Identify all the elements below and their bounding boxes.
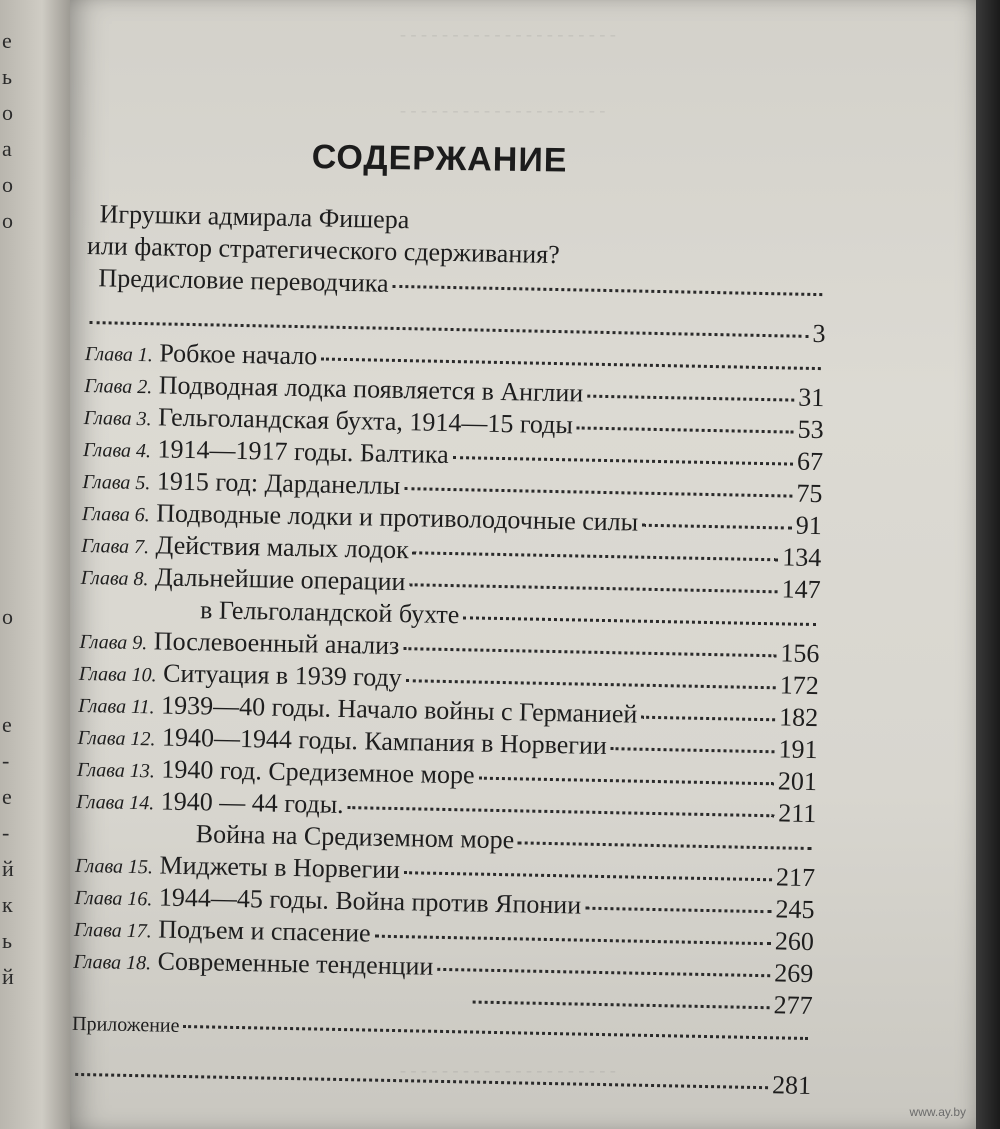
book-right-edge [976, 0, 1000, 1129]
left-page-glyph: о [2, 604, 13, 629]
leader-dots [375, 935, 771, 946]
chapter-number: Глава 8. [80, 566, 149, 591]
chapter-title: Подъем и спасение [158, 914, 371, 948]
chapter-title: Современные тенденции [157, 946, 434, 981]
chapter-number: Глава 2. [84, 374, 153, 399]
page-number: 245 [775, 894, 815, 925]
page-number: 147 [781, 574, 821, 605]
left-page-glyph: й [2, 964, 14, 989]
chapter-number: Глава 13. [76, 758, 156, 783]
page-number: 217 [775, 862, 816, 893]
chapter-title: 1940—1944 годы. Кампания в Норвегии [161, 722, 608, 761]
leader-dots [585, 907, 771, 914]
left-page-glyph: - [2, 820, 10, 845]
leader-dots [453, 456, 793, 466]
left-page-glyph: к [2, 892, 13, 917]
leader-dots [437, 968, 770, 977]
chapter-title: 1939—40 годы. Начало войны с Германией [160, 690, 638, 729]
page-number: 191 [778, 734, 818, 765]
chapter-number: Глава 15. [74, 854, 154, 879]
book-page: - - - - - - - - - - - - - - - - - - - - - - - - - - - - - - - - - - - - - - - - - - - - - - - - - - - - - - - - - - - - - - [70, 0, 976, 1129]
leader-dots [348, 806, 775, 817]
chapter-number: Глава 10. [78, 662, 157, 687]
left-page-glyph: о [2, 100, 13, 125]
chapter-title: Гельголандская бухта, 1914—15 годы [157, 402, 574, 440]
chapter-title: 1944—45 годы. Война против Японии [158, 882, 582, 920]
watermark: www.ay.by [909, 1105, 966, 1119]
leader-dots [403, 647, 776, 657]
chapter-number: Глава 4. [82, 438, 152, 463]
leader-dots [409, 583, 777, 593]
chapter-title: 1914—1917 годы. Балтика [157, 434, 449, 469]
leader-dots [463, 616, 816, 626]
left-page-glyph: е [2, 712, 12, 737]
leader-dots [473, 1001, 770, 1010]
page-number: 53 [797, 414, 824, 445]
page-number: 277 [773, 990, 813, 1021]
chapter-title: Послевоенный анализ [153, 626, 400, 661]
chapter-title: Действия малых лодок [155, 530, 410, 565]
chapter-number: Глава 18. [73, 950, 152, 975]
page-number: 3 [812, 318, 826, 349]
chapter-title: Миджеты в Норвегии [159, 850, 401, 885]
chapter-title: Война на Средиземном море [195, 819, 515, 855]
chapter-number: Глава 1. [84, 342, 154, 367]
left-page-glyph: а [2, 136, 12, 161]
page-number: 172 [779, 670, 820, 701]
left-page-glyph: о [2, 172, 13, 197]
leader-dots [183, 1025, 808, 1040]
preface-title-part-1: Игрушки адмирала Фишера [99, 199, 410, 235]
chapter-number: Глава 16. [74, 886, 153, 911]
table-of-contents [71, 198, 828, 1102]
leader-dots [90, 321, 809, 338]
leader-dots [406, 679, 776, 689]
chapter-title: 1940 год. Средиземное море [161, 754, 475, 790]
page-number: 67 [796, 446, 824, 477]
page-number: 156 [780, 638, 820, 669]
preface-title-part-2: или фактор стратегического сдерживания? [86, 230, 560, 270]
leader-dots [404, 871, 772, 881]
chapter-number: Глава 9. [79, 630, 148, 655]
chapter-title: в Гельголандской бухте [199, 595, 460, 630]
page-number: 211 [777, 798, 817, 829]
page-number: 75 [796, 478, 823, 509]
page-number: 281 [771, 1070, 812, 1101]
page-title: СОДЕРЖАНИЕ [311, 138, 568, 180]
chapter-title: 1940 — 44 годы. [160, 786, 344, 820]
chapter-title: Ситуация в 1939 году [162, 658, 403, 693]
chapter-number: Глава 7. [81, 534, 150, 559]
leader-dots [641, 716, 775, 722]
leader-dots [413, 551, 779, 561]
chapter-number: Глава 17. [73, 918, 152, 943]
chapter-number: Глава 14. [76, 790, 155, 815]
preface-label: Предисловие переводчика [98, 263, 389, 298]
leader-dots [75, 1073, 768, 1089]
page-number: 182 [778, 702, 819, 733]
chapter-title: 1915 год: Дарданеллы [156, 466, 401, 501]
leader-dots [611, 747, 775, 753]
chapter-number: Глава 3. [83, 406, 152, 431]
leader-dots [478, 777, 773, 786]
page-number: 269 [773, 958, 814, 989]
leader-dots [642, 524, 792, 530]
chapter-number: Глава 6. [81, 502, 150, 527]
page-number: 134 [781, 542, 822, 573]
chapter-title: Робкое начало [159, 338, 318, 371]
left-page-glyph: о [2, 208, 13, 233]
left-page-glyph: е [2, 784, 12, 809]
page-number: 91 [795, 510, 823, 541]
chapter-number: Глава 12. [77, 726, 156, 751]
chapter-number: Глава 5. [82, 470, 151, 495]
left-page-edge [0, 0, 70, 1129]
leader-dots [587, 395, 794, 402]
chapter-number: Глава 11. [78, 694, 155, 719]
left-page-glyph: ь [2, 928, 13, 953]
leader-dots [393, 285, 823, 296]
page-number: 260 [774, 926, 815, 957]
leader-dots [518, 841, 812, 850]
page-number: 201 [777, 766, 818, 797]
chapter-title: Дальнейшие операции [154, 562, 406, 597]
left-page-glyph: е [2, 28, 12, 53]
left-page-glyph: - [2, 748, 10, 773]
left-page-glyph: й [2, 856, 14, 881]
leader-dots [321, 358, 821, 371]
chapter-title: Подводные лодки и противолодочные силы [156, 498, 639, 537]
page-number: 31 [798, 382, 825, 413]
appendix-label: Приложение [71, 1012, 180, 1037]
leader-dots [404, 487, 792, 497]
leader-dots [577, 426, 794, 433]
chapter-title: Подводная лодка появляется в Англии [158, 370, 584, 408]
left-page-glyph: ь [2, 64, 13, 89]
